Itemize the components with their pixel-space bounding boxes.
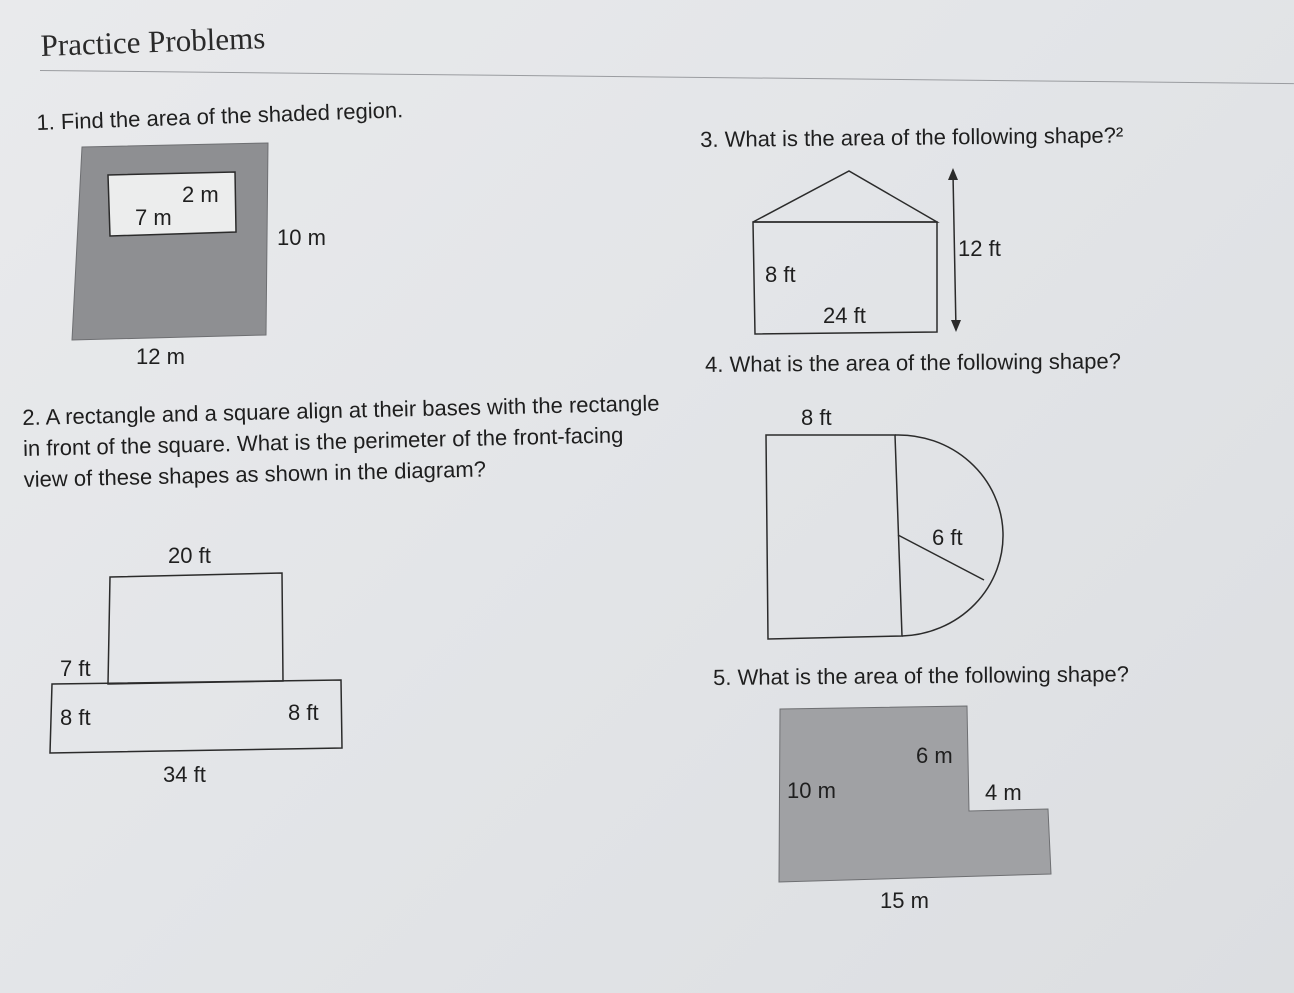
p1-label-outer-width: 12 m (136, 344, 185, 369)
p2-label-rect-bottom: 34 ft (163, 762, 206, 787)
p3-label-rect-height: 8 ft (765, 262, 796, 287)
p5-label-left: 10 m (787, 778, 836, 803)
p3-roof-triangle (753, 171, 937, 222)
p4-rectangle (766, 435, 902, 639)
problem-3-text: What is the area of the following shape?² (724, 122, 1124, 152)
problem-1-text: Find the area of the shaded region. (60, 97, 404, 135)
p2-back-square (108, 573, 283, 684)
p3-arrow-bottom (951, 320, 961, 332)
p1-outer-square (72, 143, 268, 340)
p5-label-top: 6 m (916, 743, 953, 768)
problem-2-number: 2. (22, 404, 41, 430)
p5-label-bottom: 15 m (880, 888, 929, 913)
p2-label-rect-left: 8 ft (60, 705, 91, 730)
problem-4-figure (766, 435, 1003, 639)
problem-4-text: What is the area of the following shape? (729, 348, 1122, 377)
p3-label-base: 24 ft (823, 303, 866, 328)
problem-1-number: 1. (36, 109, 56, 135)
p1-label-inner-height: 2 m (182, 182, 219, 207)
p4-label-rect-top: 8 ft (801, 405, 832, 430)
page-title: Practice Problems (40, 20, 266, 63)
problem-3-number: 3. (700, 126, 719, 152)
p5-label-right: 4 m (985, 780, 1022, 805)
p1-label-inner-width: 7 m (135, 205, 172, 230)
p4-label-radius: 6 ft (932, 525, 963, 550)
p1-label-outer-height: 10 m (277, 225, 326, 250)
problem-5-text: What is the area of the following shape? (737, 661, 1130, 690)
problem-2-figure (50, 573, 342, 753)
p2-label-square-top: 20 ft (168, 543, 211, 568)
p2-label-rect-right: 8 ft (288, 700, 319, 725)
p2-label-square-left: 7 ft (60, 656, 91, 681)
p3-height-arrow-line (953, 174, 956, 330)
problem-4-number: 4. (705, 351, 724, 377)
p3-label-height-total: 12 ft (958, 236, 1001, 261)
problem-1-figure (72, 143, 268, 340)
problem-2-text: A rectangle and a square align at their bases with the rectangle in front of the square. What is the perimeter of the front-facing view of these shapes as shown in the diagram? (22, 390, 660, 492)
problem-5-number: 5. (713, 664, 732, 690)
p3-arrow-top (948, 168, 958, 180)
